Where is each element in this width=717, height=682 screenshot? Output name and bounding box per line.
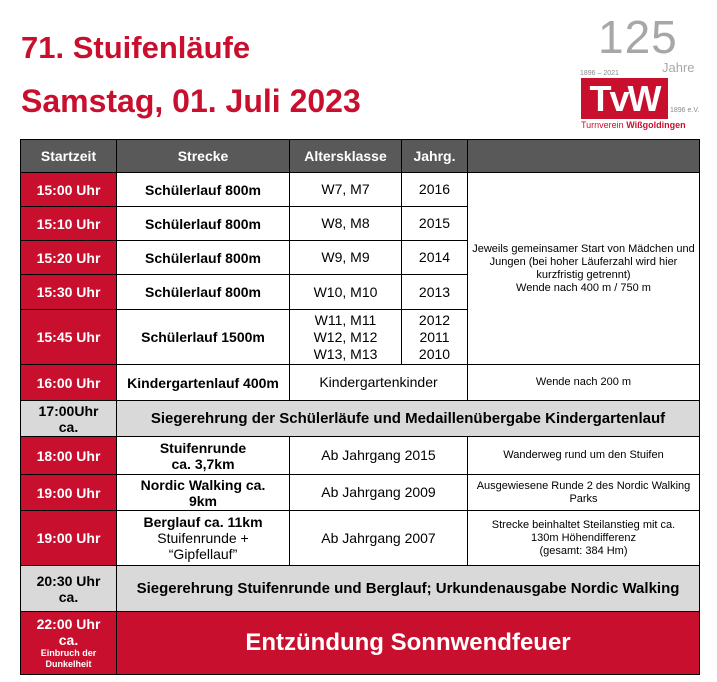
merged-note-turn: Wende nach 400 m / 750 m (516, 281, 651, 294)
anniversary-jahre: Jahre (662, 60, 695, 75)
start-time: 15:30 Uhr (21, 275, 117, 310)
age-class: W8, M8 (290, 207, 402, 241)
start-time: 19:00 Uhr (21, 511, 117, 566)
age-class: W10, M10 (290, 275, 402, 310)
ceremony-text: Siegerehrung Stuifenrunde und Berglauf; Urkundenausgabe Nordic Walking (117, 566, 700, 612)
birth-year: 2016 (402, 173, 468, 207)
age-class: Ab Jahrgang 2009 (290, 475, 468, 511)
birth-year: 2015 (402, 207, 468, 241)
track-name: Schülerlauf 1500m (117, 310, 290, 365)
start-time: 20:30 Uhr ca. (21, 566, 117, 612)
col-header-notes (468, 140, 700, 173)
bonfire-text: Entzündung Sonnwendfeuer (117, 612, 700, 675)
start-time: 22:00 Uhr ca. Einbruch der Dunkelheit (21, 612, 117, 675)
birth-year: 2014 (402, 241, 468, 275)
track-name: Schülerlauf 800m (117, 241, 290, 275)
track-name: Schülerlauf 800m (117, 173, 290, 207)
table-row (21, 511, 700, 566)
anniversary-number: 125 (598, 11, 678, 63)
note: Ausgewiesene Runde 2 des Nordic Walking Parks (468, 475, 700, 511)
age-class: W9, M9 (290, 241, 402, 275)
page-title: 71. Stuifenläufe (21, 30, 251, 65)
table-header-row (21, 140, 700, 173)
track-name: Berglauf ca. 11km Stuifenrunde + “Gipfellauf” (117, 511, 290, 566)
logo-ev: 1896 e.V. (670, 107, 700, 114)
table-row (21, 566, 700, 612)
age-class: Ab Jahrgang 2007 (290, 511, 468, 566)
age-class: Kindergartenkinder (290, 365, 468, 401)
track-name: Schülerlauf 800m (117, 275, 290, 310)
table-row (21, 173, 700, 207)
merged-note-text: Jeweils gemeinsamer Start von Mädchen und Jungen (bei hoher Läuferzahl wird hier kurzfristig getrennt) (472, 242, 695, 281)
start-time: 15:45 Uhr (21, 310, 117, 365)
start-time: 19:00 Uhr (21, 475, 117, 511)
merged-note (468, 173, 700, 365)
table-row (21, 612, 700, 675)
start-time: 15:10 Uhr (21, 207, 117, 241)
club-logo (578, 10, 708, 130)
col-header-altersklasse: Altersklasse (290, 140, 402, 173)
start-time: 18:00 Uhr (21, 437, 117, 475)
track-name: Stuifenrunde ca. 3,7km (117, 437, 290, 475)
table-row (21, 475, 700, 511)
note: Wanderweg rund um den Stuifen (468, 437, 700, 475)
note: Strecke beinhaltet Steilanstieg mit ca. 130m Höhendifferenz (gesamt: 384 Hm) (468, 511, 700, 566)
age-class: W11, M11 W12, M12 W13, M13 (290, 310, 402, 365)
event-date: Samstag, 01. Juli 2023 (21, 83, 361, 119)
track-name: Schülerlauf 800m (117, 207, 290, 241)
start-time: 15:00 Uhr (21, 173, 117, 207)
note: Wende nach 200 m (468, 365, 700, 401)
track-name: Nordic Walking ca. 9km (117, 475, 290, 511)
col-header-strecke: Strecke (117, 140, 290, 173)
start-time: 17:00Uhr ca. (21, 401, 117, 437)
table-row (21, 365, 700, 401)
club-name: Turnverein Wißgoldingen (581, 120, 686, 130)
ceremony-text: Siegerehrung der Schülerläufe und Medaillenübergabe Kindergartenlauf (117, 401, 700, 437)
table-row (21, 401, 700, 437)
track-name: Kindergartenlauf 400m (117, 365, 290, 401)
start-time: 16:00 Uhr (21, 365, 117, 401)
age-class: Ab Jahrgang 2015 (290, 437, 468, 475)
anniversary-years: 1896 – 2021 (580, 70, 619, 77)
tvw-logo-letters: TvW (581, 78, 668, 119)
start-time: 15:20 Uhr (21, 241, 117, 275)
col-header-startzeit: Startzeit (21, 140, 117, 173)
age-class: W7, M7 (290, 173, 402, 207)
birth-year: 2013 (402, 275, 468, 310)
schedule-table (20, 139, 700, 675)
table-row (21, 437, 700, 475)
birth-year: 2012 2011 2010 (402, 310, 468, 365)
col-header-jahrgang: Jahrg. (402, 140, 468, 173)
